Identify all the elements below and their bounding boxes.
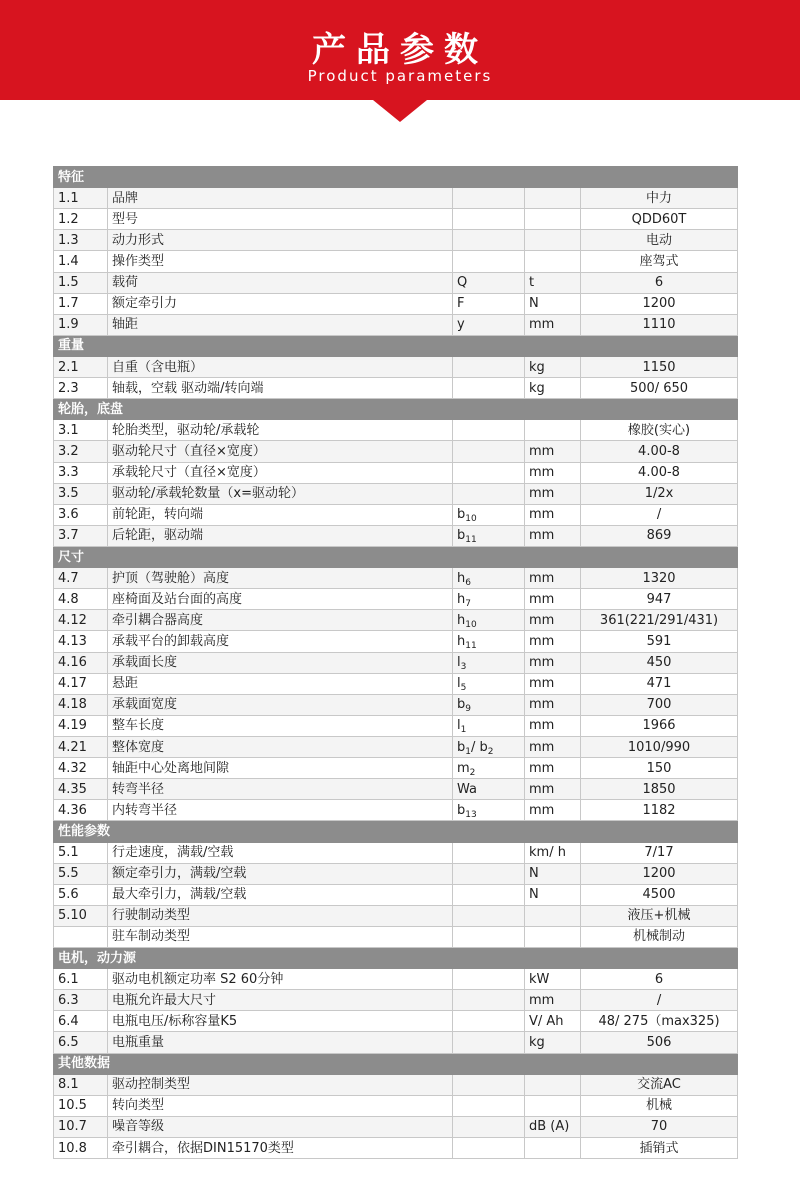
symbol-subscript: 13: [465, 809, 477, 820]
row-unit: mm: [525, 758, 581, 779]
table-row: [54, 272, 738, 293]
table-row: [54, 462, 738, 483]
table-row: [54, 504, 738, 525]
row-item: 悬距: [108, 673, 453, 694]
row-symbol: [453, 251, 525, 272]
symbol-base: h: [457, 591, 466, 607]
row-symbol: [453, 314, 525, 335]
row-symbol: [453, 990, 525, 1011]
table-row: [54, 863, 738, 884]
row-value: 1320: [581, 568, 738, 589]
row-value: 机械制动: [581, 926, 738, 947]
row-value: QDD60T: [581, 209, 738, 230]
row-symbol: [453, 209, 525, 230]
row-item: 转弯半径: [108, 779, 453, 800]
row-symbol: [453, 905, 525, 926]
row-value: 座驾式: [581, 251, 738, 272]
row-symbol: [453, 441, 525, 462]
row-value: 1850: [581, 779, 738, 800]
section-title: 性能参数: [54, 821, 738, 842]
symbol-subscript: 3: [460, 662, 467, 673]
table-row: [54, 251, 738, 272]
row-number: 6.3: [54, 990, 108, 1011]
row-unit: mm: [525, 715, 581, 736]
symbol-base: m: [457, 760, 470, 776]
spec-table: [53, 166, 738, 1159]
row-symbol: [453, 1138, 525, 1159]
symbol-subscript: 5: [460, 683, 467, 694]
row-unit: [525, 1095, 581, 1116]
spec-table-body: [54, 167, 738, 1159]
row-item: 承载平台的卸载高度: [108, 631, 453, 652]
symbol-subscript: 9: [465, 704, 471, 715]
symbol-subscript: 1: [465, 746, 471, 757]
row-item: 护顶（驾驶舱）高度: [108, 568, 453, 589]
row-item: 轴距: [108, 314, 453, 335]
row-item: 承载面长度: [108, 652, 453, 673]
row-number: 3.7: [54, 525, 108, 546]
row-number: 4.8: [54, 589, 108, 610]
row-symbol: [453, 1011, 525, 1032]
row-value: 506: [581, 1032, 738, 1053]
row-item: 内转弯半径: [108, 800, 453, 821]
row-value: 6: [581, 969, 738, 990]
table-row: [54, 589, 738, 610]
row-symbol: [453, 969, 525, 990]
row-value: 4.00-8: [581, 441, 738, 462]
row-value: 1182: [581, 800, 738, 821]
row-symbol: [453, 356, 525, 377]
row-unit: V/ Ah: [525, 1011, 581, 1032]
row-value: /: [581, 990, 738, 1011]
row-symbol: [453, 1032, 525, 1053]
row-symbol: [453, 758, 525, 779]
row-unit: [525, 209, 581, 230]
row-number: 4.7: [54, 568, 108, 589]
section-title: 轮胎，底盘: [54, 399, 738, 420]
row-unit: mm: [525, 568, 581, 589]
table-row: [54, 758, 738, 779]
row-value: 48/ 275（max325): [581, 1011, 738, 1032]
table-row: [54, 293, 738, 314]
row-symbol: [453, 884, 525, 905]
row-unit: N: [525, 863, 581, 884]
row-item: 额定牵引力: [108, 293, 453, 314]
row-number: 5.6: [54, 884, 108, 905]
row-value: 947: [581, 589, 738, 610]
table-row: [54, 209, 738, 230]
symbol-base: b: [457, 739, 466, 755]
row-item: 噪音等级: [108, 1116, 453, 1137]
row-unit: [525, 1074, 581, 1095]
row-number: 1.7: [54, 293, 108, 314]
row-unit: mm: [525, 800, 581, 821]
symbol-base: h: [457, 570, 466, 586]
table-row: [54, 969, 738, 990]
table-row: [54, 926, 738, 947]
row-value: 插销式: [581, 1138, 738, 1159]
table-row: [54, 652, 738, 673]
row-value: 500/ 650: [581, 378, 738, 399]
row-unit: mm: [525, 673, 581, 694]
section-title: 其他数据: [54, 1053, 738, 1074]
row-symbol: [453, 230, 525, 251]
row-value: 150: [581, 758, 738, 779]
row-value: 361(221/291/431): [581, 610, 738, 631]
row-item: 操作类型: [108, 251, 453, 272]
row-unit: kg: [525, 356, 581, 377]
row-unit: t: [525, 272, 581, 293]
page-subtitle: Product parameters: [307, 67, 493, 85]
section-title: 电机，动力源: [54, 948, 738, 969]
row-unit: mm: [525, 525, 581, 546]
row-item: 电瓶允许最大尺寸: [108, 990, 453, 1011]
table-row: [54, 736, 738, 757]
row-value: 7/17: [581, 842, 738, 863]
table-row: [54, 673, 738, 694]
row-symbol: [453, 736, 525, 757]
symbol-base: b: [457, 528, 466, 544]
row-item: 承载轮尺寸（直径×宽度）: [108, 462, 453, 483]
row-item: 电瓶重量: [108, 1032, 453, 1053]
row-symbol: [453, 272, 525, 293]
row-symbol: [453, 652, 525, 673]
row-symbol: [453, 631, 525, 652]
symbol-subscript: 11: [465, 535, 477, 546]
row-number: 4.36: [54, 800, 108, 821]
row-value: 471: [581, 673, 738, 694]
symbol-base: Wa: [457, 781, 477, 797]
row-value: 1966: [581, 715, 738, 736]
row-symbol: [453, 673, 525, 694]
section-header: [54, 167, 738, 188]
row-number: 5.1: [54, 842, 108, 863]
row-symbol: [453, 842, 525, 863]
row-item: 额定牵引力，满载/空载: [108, 863, 453, 884]
symbol-subscript: 10: [465, 619, 477, 630]
row-item: 转向类型: [108, 1095, 453, 1116]
row-item: 后轮距，驱动端: [108, 525, 453, 546]
row-number: 10.5: [54, 1095, 108, 1116]
row-value: /: [581, 504, 738, 525]
row-item: 驱动电机额定功率 S2 60分钟: [108, 969, 453, 990]
table-row: [54, 631, 738, 652]
table-row: [54, 1138, 738, 1159]
row-number: 10.8: [54, 1138, 108, 1159]
row-number: 4.13: [54, 631, 108, 652]
row-number: 6.4: [54, 1011, 108, 1032]
row-symbol: [453, 504, 525, 525]
row-symbol: [453, 1095, 525, 1116]
row-item: 驱动控制类型: [108, 1074, 453, 1095]
row-symbol: [453, 779, 525, 800]
section-header: [54, 821, 738, 842]
row-item: 电瓶电压/标称容量K5: [108, 1011, 453, 1032]
row-unit: N: [525, 884, 581, 905]
row-symbol: [453, 800, 525, 821]
row-item: 行驶制动类型: [108, 905, 453, 926]
row-number: 4.19: [54, 715, 108, 736]
row-unit: mm: [525, 504, 581, 525]
row-number: 4.21: [54, 736, 108, 757]
row-symbol: [453, 420, 525, 441]
row-value: 1010/990: [581, 736, 738, 757]
row-number: 1.1: [54, 188, 108, 209]
row-value: 液压+机械: [581, 905, 738, 926]
row-unit: km/ h: [525, 842, 581, 863]
symbol-subscript-2: 2: [487, 746, 494, 757]
symbol-base: b: [457, 697, 466, 713]
row-value: 机械: [581, 1095, 738, 1116]
row-number: 3.6: [54, 504, 108, 525]
row-unit: mm: [525, 990, 581, 1011]
section-header: [54, 335, 738, 356]
row-number: 1.5: [54, 272, 108, 293]
row-symbol: [453, 525, 525, 546]
row-value: 1200: [581, 293, 738, 314]
row-item: 动力形式: [108, 230, 453, 251]
row-item: 自重（含电瓶）: [108, 356, 453, 377]
table-row: [54, 694, 738, 715]
symbol-base: Q: [457, 275, 468, 291]
row-unit: mm: [525, 462, 581, 483]
row-number: 4.12: [54, 610, 108, 631]
table-row: [54, 1011, 738, 1032]
symbol-subscript: 1: [460, 725, 467, 736]
row-unit: N: [525, 293, 581, 314]
table-row: [54, 610, 738, 631]
row-item: 整车长度: [108, 715, 453, 736]
row-value: 1200: [581, 863, 738, 884]
section-title: 特征: [54, 167, 738, 188]
row-value: 1110: [581, 314, 738, 335]
symbol-base: h: [457, 633, 466, 649]
row-number: 3.5: [54, 483, 108, 504]
table-row: [54, 568, 738, 589]
row-value: 1150: [581, 356, 738, 377]
section-header: [54, 399, 738, 420]
row-number: 1.3: [54, 230, 108, 251]
symbol-base: h: [457, 612, 466, 628]
row-unit: kg: [525, 378, 581, 399]
symbol-base: l: [457, 718, 461, 734]
row-unit: mm: [525, 779, 581, 800]
row-number: 3.1: [54, 420, 108, 441]
row-unit: [525, 230, 581, 251]
table-row: [54, 1074, 738, 1095]
row-unit: mm: [525, 736, 581, 757]
row-number: 4.32: [54, 758, 108, 779]
table-row: [54, 230, 738, 251]
row-item: 轴距中心处离地间隙: [108, 758, 453, 779]
row-number: 3.2: [54, 441, 108, 462]
row-item: 驱动轮尺寸（直径×宽度）: [108, 441, 453, 462]
row-symbol: [453, 1116, 525, 1137]
row-number: 10.7: [54, 1116, 108, 1137]
row-number: 3.3: [54, 462, 108, 483]
symbol-subscript: 11: [465, 640, 477, 651]
row-item: 承载面宽度: [108, 694, 453, 715]
row-item: 牵引耦合，依据DIN15170类型: [108, 1138, 453, 1159]
table-row: [54, 715, 738, 736]
row-symbol: [453, 188, 525, 209]
row-unit: mm: [525, 631, 581, 652]
row-number: 5.5: [54, 863, 108, 884]
table-row: [54, 779, 738, 800]
row-value: 591: [581, 631, 738, 652]
row-number: 5.10: [54, 905, 108, 926]
banner-notch-arrow: [373, 100, 427, 122]
row-value: 869: [581, 525, 738, 546]
row-item: 前轮距，转向端: [108, 504, 453, 525]
row-symbol: [453, 293, 525, 314]
row-unit: [525, 188, 581, 209]
page-title: 产品参数: [312, 30, 488, 70]
section-header: [54, 948, 738, 969]
symbol-base: b: [457, 802, 466, 818]
table-row: [54, 378, 738, 399]
symbol-base: l: [457, 676, 461, 692]
row-unit: [525, 1138, 581, 1159]
symbol-subscript: 10: [465, 514, 477, 525]
symbol-base: l: [457, 655, 461, 671]
row-value: 700: [581, 694, 738, 715]
row-number: 1.4: [54, 251, 108, 272]
row-number: 6.1: [54, 969, 108, 990]
row-unit: kW: [525, 969, 581, 990]
section-header: [54, 546, 738, 567]
row-number: 6.5: [54, 1032, 108, 1053]
row-item: 驻车制动类型: [108, 926, 453, 947]
row-symbol: [453, 589, 525, 610]
row-item: 型号: [108, 209, 453, 230]
symbol-subscript: 6: [465, 577, 471, 588]
row-number: 4.18: [54, 694, 108, 715]
row-unit: kg: [525, 1032, 581, 1053]
row-value: 4.00-8: [581, 462, 738, 483]
row-symbol: [453, 462, 525, 483]
row-number: 4.17: [54, 673, 108, 694]
row-unit: mm: [525, 652, 581, 673]
row-item: 行走速度，满载/空载: [108, 842, 453, 863]
row-unit: mm: [525, 483, 581, 504]
row-symbol: [453, 568, 525, 589]
row-unit: mm: [525, 610, 581, 631]
header-banner: [0, 0, 800, 100]
table-row: [54, 884, 738, 905]
row-symbol: [453, 863, 525, 884]
table-row: [54, 483, 738, 504]
row-value: 70: [581, 1116, 738, 1137]
row-value: 橡胶(实心): [581, 420, 738, 441]
row-value: 6: [581, 272, 738, 293]
symbol-base-2: b: [479, 739, 488, 755]
row-unit: mm: [525, 694, 581, 715]
row-value: 4500: [581, 884, 738, 905]
table-row: [54, 842, 738, 863]
row-value: 交流AC: [581, 1074, 738, 1095]
row-number: 4.35: [54, 779, 108, 800]
section-title: 重量: [54, 335, 738, 356]
row-item: 座椅面及站台面的高度: [108, 589, 453, 610]
row-item: 驱动轮/承载轮数量（x=驱动轮）: [108, 483, 453, 504]
row-number: 8.1: [54, 1074, 108, 1095]
table-row: [54, 420, 738, 441]
row-value: 中力: [581, 188, 738, 209]
table-row: [54, 1116, 738, 1137]
symbol-subscript: 2: [469, 767, 476, 778]
row-item: 轴载，空载 驱动端/转向端: [108, 378, 453, 399]
row-value: 1/2x: [581, 483, 738, 504]
row-unit: [525, 905, 581, 926]
row-symbol: [453, 715, 525, 736]
symbol-base: y: [457, 317, 465, 333]
row-item: 牵引耦合器高度: [108, 610, 453, 631]
row-item: 轮胎类型，驱动轮/承载轮: [108, 420, 453, 441]
row-number: 2.3: [54, 378, 108, 399]
row-number: 1.9: [54, 314, 108, 335]
row-symbol: [453, 483, 525, 504]
row-value: 电动: [581, 230, 738, 251]
table-row: [54, 188, 738, 209]
row-number: 1.2: [54, 209, 108, 230]
row-number: 4.16: [54, 652, 108, 673]
table-row: [54, 990, 738, 1011]
row-item: 整体宽度: [108, 736, 453, 757]
table-row: [54, 1095, 738, 1116]
row-unit: [525, 420, 581, 441]
symbol-base: F: [457, 296, 465, 312]
symbol-separator: /: [471, 739, 480, 755]
row-item: 品牌: [108, 188, 453, 209]
row-symbol: [453, 694, 525, 715]
table-row: [54, 525, 738, 546]
symbol-base: b: [457, 507, 466, 523]
table-row: [54, 1032, 738, 1053]
row-symbol: [453, 926, 525, 947]
table-row: [54, 905, 738, 926]
row-symbol: [453, 1074, 525, 1095]
table-row: [54, 800, 738, 821]
row-symbol: [453, 378, 525, 399]
row-unit: mm: [525, 589, 581, 610]
table-row: [54, 314, 738, 335]
table-row: [54, 356, 738, 377]
section-title: 尺寸: [54, 546, 738, 567]
row-unit: mm: [525, 441, 581, 462]
table-row: [54, 441, 738, 462]
row-unit: mm: [525, 314, 581, 335]
row-unit: [525, 926, 581, 947]
row-symbol: [453, 610, 525, 631]
row-number: [54, 926, 108, 947]
row-item: 载荷: [108, 272, 453, 293]
symbol-subscript: 7: [465, 598, 471, 609]
section-header: [54, 1053, 738, 1074]
row-item: 最大牵引力，满载/空载: [108, 884, 453, 905]
row-value: 450: [581, 652, 738, 673]
row-unit: dB (A): [525, 1116, 581, 1137]
row-unit: [525, 251, 581, 272]
row-number: 2.1: [54, 356, 108, 377]
